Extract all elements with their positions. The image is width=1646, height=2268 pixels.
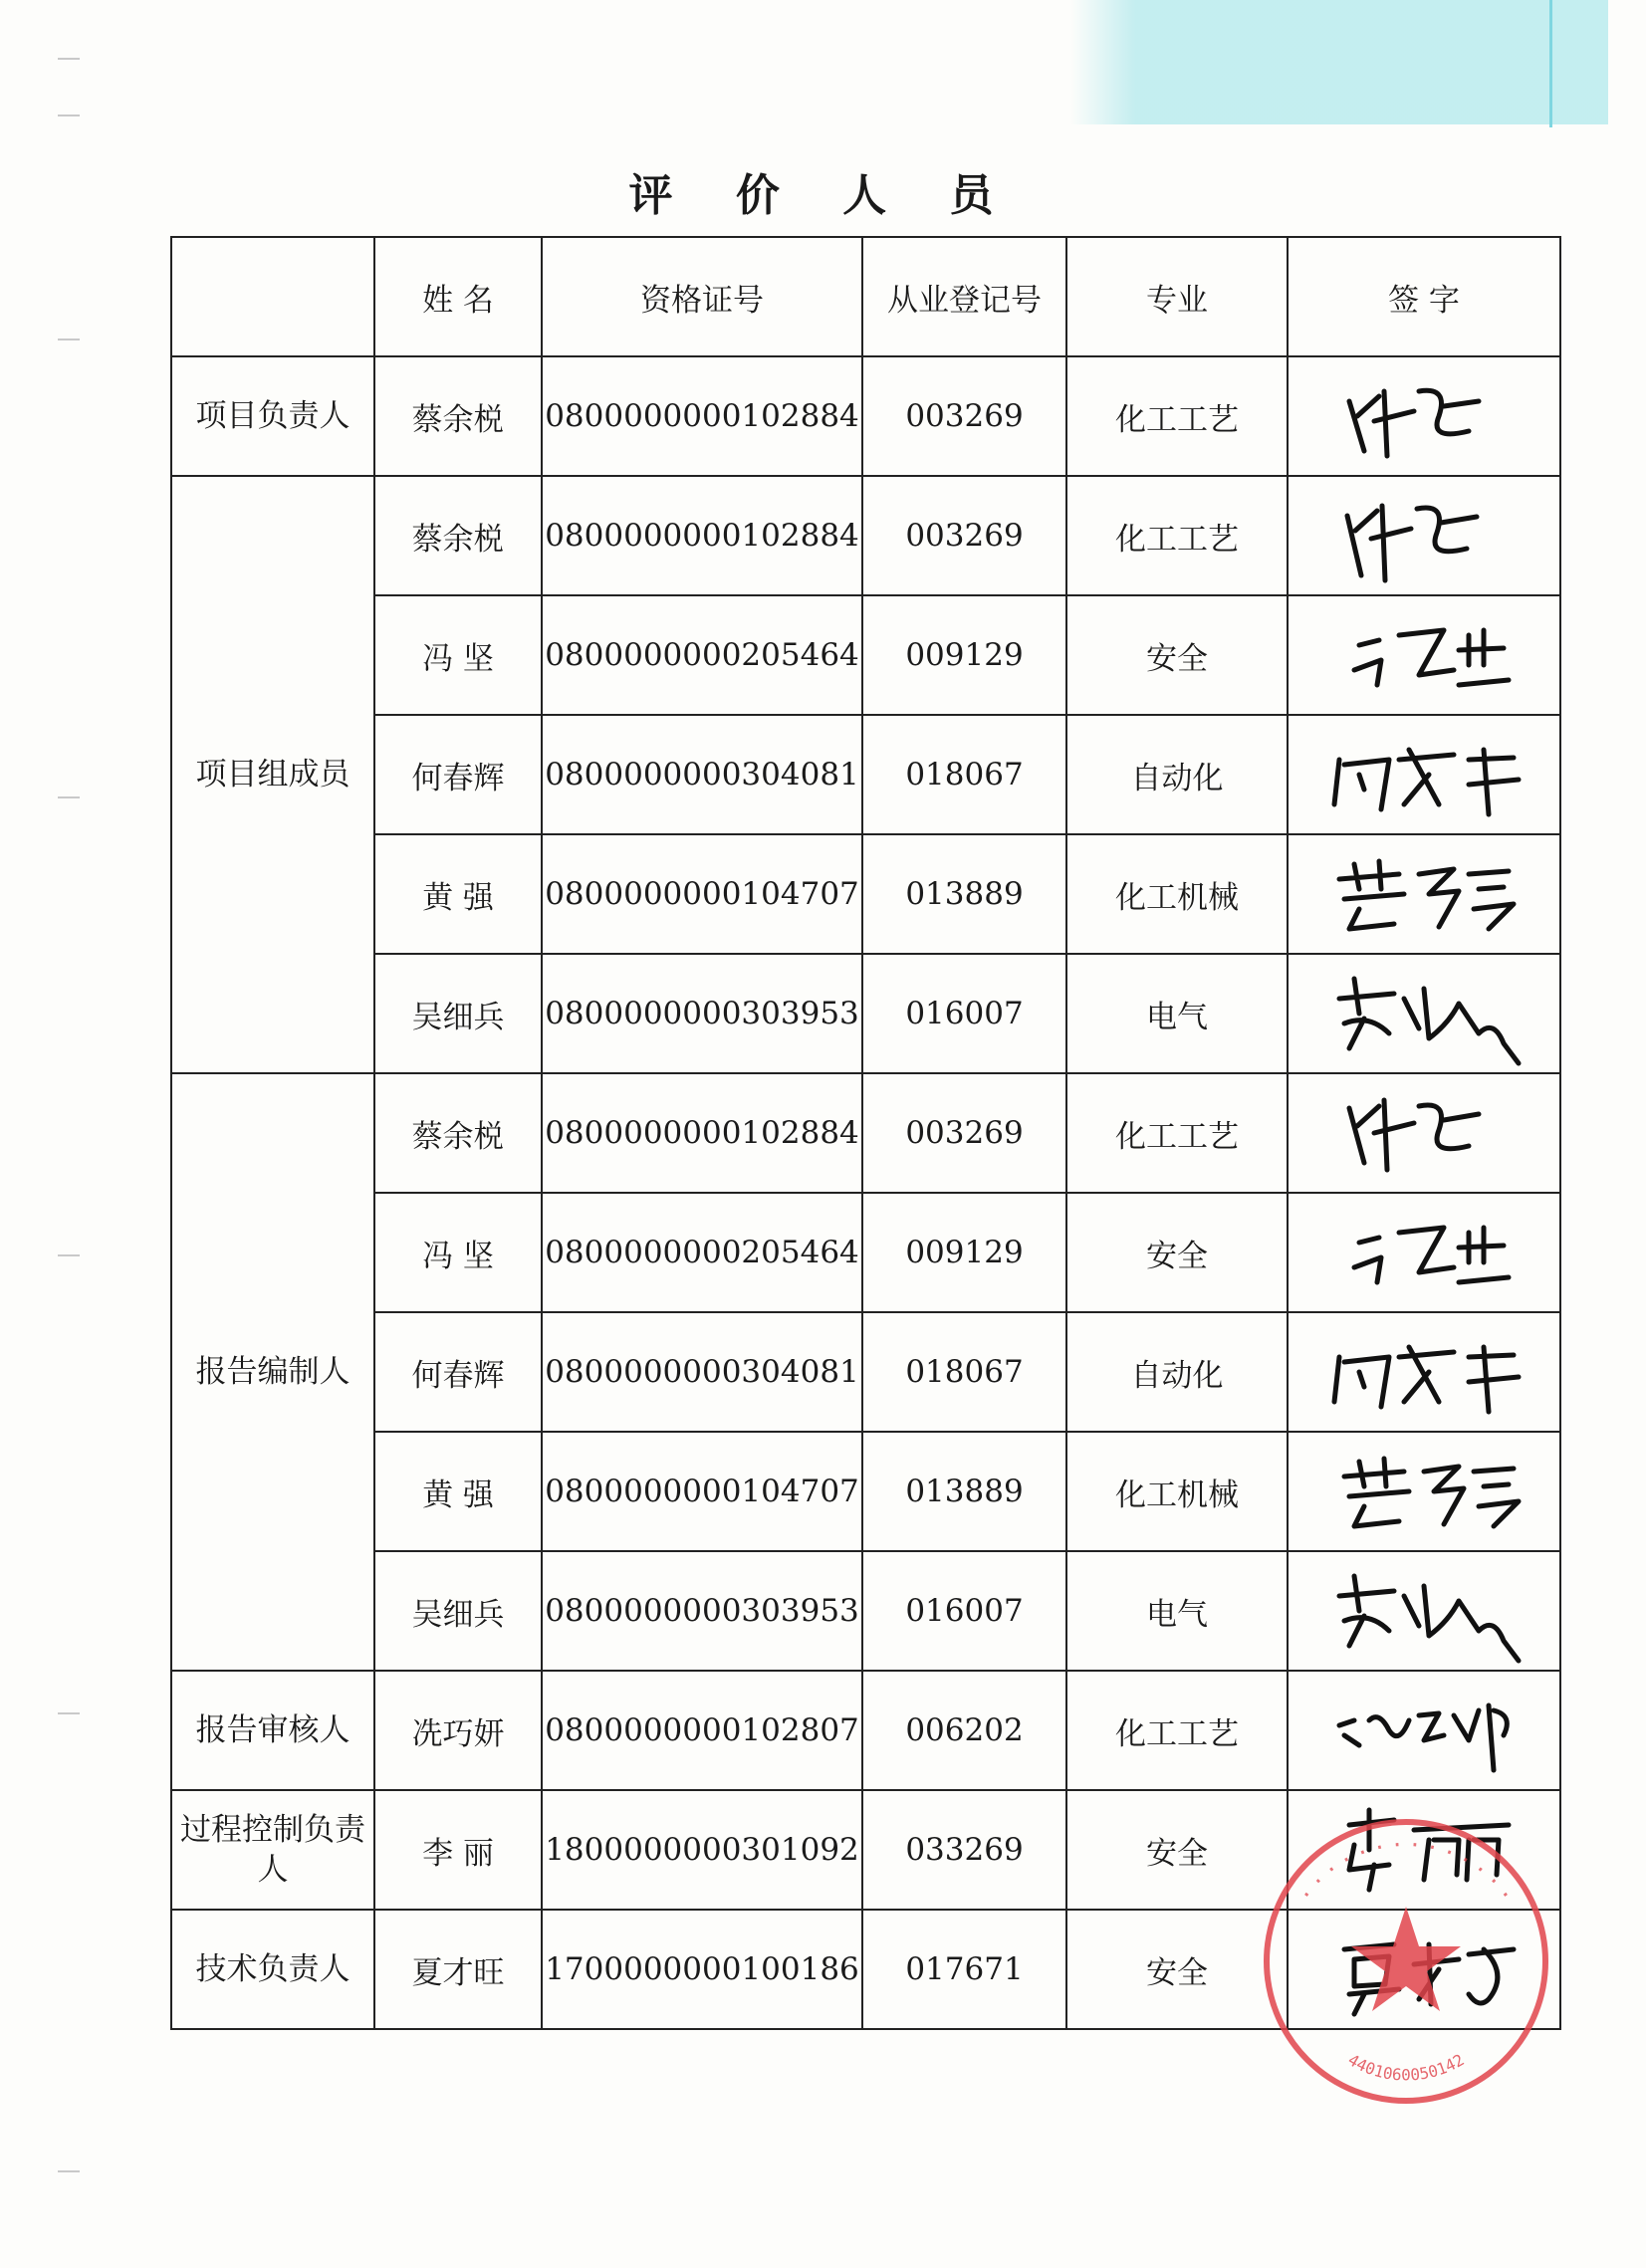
major-cell: 安全 <box>1066 1790 1288 1910</box>
seal-number: 4401060050142 <box>1344 2050 1468 2085</box>
handwritten-signature <box>1319 1795 1528 1905</box>
table-row <box>171 1671 1560 1790</box>
handwritten-signature <box>1319 720 1528 829</box>
cert-cell: 1700000000100186 <box>542 1910 862 2029</box>
handwritten-signature <box>1319 1556 1528 1666</box>
handwritten-signature <box>1319 1078 1528 1188</box>
table-row <box>171 1432 1560 1551</box>
major-cell: 自动化 <box>1066 1312 1288 1432</box>
name-cell: 黄 强 <box>374 834 542 954</box>
svg-text:4401060050142 <box>1344 2050 1467 2084</box>
cert-cell: 0800000000303953 <box>542 954 862 1073</box>
role-cell: 技术负责人 <box>171 1910 374 2029</box>
table-row <box>171 954 1560 1073</box>
table-row <box>171 476 1560 595</box>
signature-cell <box>1288 356 1560 476</box>
name-cell: 吴细兵 <box>374 1551 542 1671</box>
signature-cell <box>1288 1671 1560 1790</box>
table-header-row <box>171 237 1560 356</box>
handwritten-signature <box>1319 1198 1528 1307</box>
name-cell: 冯 坚 <box>374 595 542 715</box>
reg-cell: 003269 <box>862 476 1066 595</box>
major-cell: 安全 <box>1066 1910 1288 2029</box>
major-cell: 安全 <box>1066 595 1288 715</box>
cert-cell: 0800000000102884 <box>542 1073 862 1193</box>
reg-cell: 033269 <box>862 1790 1066 1910</box>
signature-cell <box>1288 1193 1560 1312</box>
role-cell: 项目负责人 <box>171 356 374 476</box>
reg-cell: 017671 <box>862 1910 1066 2029</box>
handwritten-signature <box>1319 1317 1528 1427</box>
scan-corner-line <box>1549 0 1552 127</box>
header-major: 专业 <box>1066 237 1288 356</box>
cert-cell: 0800000000304081 <box>542 1312 862 1432</box>
major-cell: 化工工艺 <box>1066 1671 1288 1790</box>
name-cell: 蔡余棁 <box>374 476 542 595</box>
table-row <box>171 1193 1560 1312</box>
signature-cell <box>1288 595 1560 715</box>
header-name: 姓 名 <box>374 237 542 356</box>
binding-mark <box>58 1254 80 1256</box>
role-cell: 报告审核人 <box>171 1671 374 1790</box>
name-cell: 吴细兵 <box>374 954 542 1073</box>
cert-cell: 0800000000102884 <box>542 356 862 476</box>
major-cell: 安全 <box>1066 1193 1288 1312</box>
reg-cell: 016007 <box>862 954 1066 1073</box>
header-cert: 资格证号 <box>542 237 862 356</box>
reg-cell: 018067 <box>862 1312 1066 1432</box>
binding-mark <box>58 339 80 340</box>
table-row <box>171 834 1560 954</box>
cert-cell: 0800000000104707 <box>542 1432 862 1551</box>
header-signature: 签 字 <box>1288 237 1560 356</box>
cert-cell: 0800000000102884 <box>542 476 862 595</box>
table-row <box>171 595 1560 715</box>
evaluators-table <box>170 236 1561 2030</box>
table-row <box>171 1551 1560 1671</box>
handwritten-signature <box>1319 361 1528 471</box>
name-cell: 何春辉 <box>374 715 542 834</box>
signature-cell <box>1288 715 1560 834</box>
major-cell: 化工工艺 <box>1066 356 1288 476</box>
reg-cell: 003269 <box>862 356 1066 476</box>
reg-cell: 013889 <box>862 834 1066 954</box>
name-cell: 夏才旺 <box>374 1910 542 2029</box>
cert-cell: 0800000000304081 <box>542 715 862 834</box>
name-cell: 蔡余棁 <box>374 356 542 476</box>
handwritten-signature <box>1319 959 1528 1068</box>
handwritten-signature <box>1319 481 1528 590</box>
reg-cell: 018067 <box>862 715 1066 834</box>
handwritten-signature <box>1319 1676 1528 1785</box>
handwritten-signature <box>1319 1437 1528 1546</box>
cert-cell: 0800000000205464 <box>542 1193 862 1312</box>
binding-mark <box>58 114 80 116</box>
table-row <box>171 1790 1560 1910</box>
cert-cell: 0800000000104707 <box>542 834 862 954</box>
signature-cell <box>1288 954 1560 1073</box>
reg-cell: 009129 <box>862 1193 1066 1312</box>
header-role <box>171 237 374 356</box>
major-cell: 化工机械 <box>1066 1432 1288 1551</box>
table-row <box>171 1073 1560 1193</box>
signature-cell <box>1288 1073 1560 1193</box>
reg-cell: 016007 <box>862 1551 1066 1671</box>
signature-cell <box>1288 1551 1560 1671</box>
role-cell: 报告编制人 <box>171 1073 374 1671</box>
name-cell: 蔡余棁 <box>374 1073 542 1193</box>
major-cell: 化工机械 <box>1066 834 1288 954</box>
reg-cell: 009129 <box>862 595 1066 715</box>
name-cell: 黄 强 <box>374 1432 542 1551</box>
name-cell: 冯 坚 <box>374 1193 542 1312</box>
signature-cell <box>1288 834 1560 954</box>
header-reg: 从业登记号 <box>862 237 1066 356</box>
role-cell: 项目组成员 <box>171 476 374 1073</box>
binding-mark <box>58 2170 80 2172</box>
name-cell: 李 丽 <box>374 1790 542 1910</box>
binding-mark <box>58 58 80 60</box>
signature-cell <box>1288 1432 1560 1551</box>
signature-cell <box>1288 1312 1560 1432</box>
table-row <box>171 715 1560 834</box>
handwritten-signature <box>1319 839 1528 949</box>
major-cell: 电气 <box>1066 1551 1288 1671</box>
scan-corner-tint <box>1070 0 1608 124</box>
reg-cell: 003269 <box>862 1073 1066 1193</box>
binding-mark <box>58 1712 80 1714</box>
cert-cell: 0800000000205464 <box>542 595 862 715</box>
major-cell: 自动化 <box>1066 715 1288 834</box>
signature-cell <box>1288 1910 1560 2029</box>
reg-cell: 013889 <box>862 1432 1066 1551</box>
role-cell: 过程控制负责人 <box>171 1790 374 1910</box>
cert-cell: 1800000000301092 <box>542 1790 862 1910</box>
signature-cell <box>1288 476 1560 595</box>
cert-cell: 0800000000303953 <box>542 1551 862 1671</box>
handwritten-signature <box>1319 600 1528 710</box>
signature-cell <box>1288 1790 1560 1910</box>
table-row <box>171 356 1560 476</box>
binding-mark <box>58 796 80 798</box>
major-cell: 电气 <box>1066 954 1288 1073</box>
reg-cell: 006202 <box>862 1671 1066 1790</box>
major-cell: 化工工艺 <box>1066 476 1288 595</box>
major-cell: 化工工艺 <box>1066 1073 1288 1193</box>
handwritten-signature <box>1319 1915 1528 2024</box>
cert-cell: 0800000000102807 <box>542 1671 862 1790</box>
page-title: 评 价 人 员 <box>628 170 1018 221</box>
table-row <box>171 1312 1560 1432</box>
name-cell: 何春辉 <box>374 1312 542 1432</box>
svg-text:· · · · · · · · · · · · · ·: · · · · · · · · · · · · · · <box>1293 1830 1520 1908</box>
table-row <box>171 1910 1560 2029</box>
name-cell: 冼巧妍 <box>374 1671 542 1790</box>
